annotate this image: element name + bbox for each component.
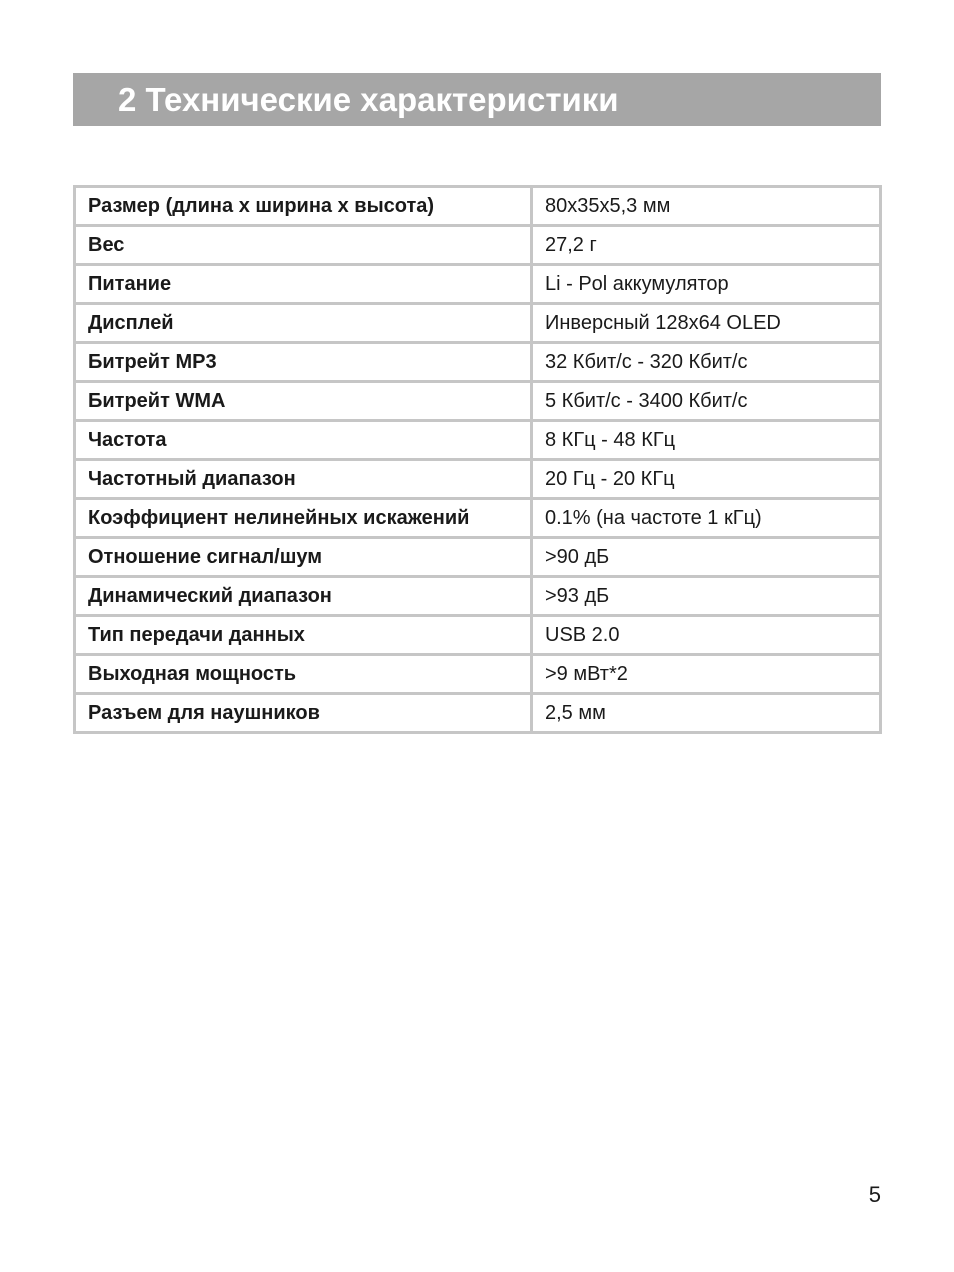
spec-param: Размер (длина х ширина х высота) — [75, 187, 532, 226]
spec-value: Li - Pol аккумулятор — [532, 265, 881, 304]
table-row — [75, 421, 881, 460]
spec-param: Частота — [75, 421, 532, 460]
spec-value: 20 Гц - 20 КГц — [532, 460, 881, 499]
spec-value: USB 2.0 — [532, 616, 881, 655]
spec-param: Вес — [75, 226, 532, 265]
spec-value: 32 Кбит/с - 320 Кбит/с — [532, 343, 881, 382]
spec-param: Коэффициент нелинейных искажений — [75, 499, 532, 538]
table-row — [75, 538, 881, 577]
table-row — [75, 616, 881, 655]
spec-value: Инверсный 128x64 OLED — [532, 304, 881, 343]
table-row — [75, 499, 881, 538]
spec-param: Разъем для наушников — [75, 694, 532, 733]
spec-value: 27,2 г — [532, 226, 881, 265]
table-row — [75, 655, 881, 694]
spec-param: Тип передачи данных — [75, 616, 532, 655]
spec-value: >9 мВт*2 — [532, 655, 881, 694]
spec-param: Динамический диапазон — [75, 577, 532, 616]
spec-value: 0.1% (на частоте 1 кГц) — [532, 499, 881, 538]
table-row — [75, 577, 881, 616]
spec-value: >93 дБ — [532, 577, 881, 616]
spec-value: 80x35x5,3 мм — [532, 187, 881, 226]
spec-value: >90 дБ — [532, 538, 881, 577]
table-row — [75, 382, 881, 421]
section-header — [73, 73, 881, 126]
spec-param: Битрейт WMA — [75, 382, 532, 421]
table-row — [75, 226, 881, 265]
spec-param: Выходная мощность — [75, 655, 532, 694]
spec-param: Частотный диапазон — [75, 460, 532, 499]
spec-value: 5 Кбит/с - 3400 Кбит/с — [532, 382, 881, 421]
spec-value: 2,5 мм — [532, 694, 881, 733]
spec-param: Дисплей — [75, 304, 532, 343]
spec-table — [73, 185, 882, 734]
spec-param: Отношение сигнал/шум — [75, 538, 532, 577]
table-row — [75, 460, 881, 499]
spec-param: Битрейт MP3 — [75, 343, 532, 382]
table-row — [75, 304, 881, 343]
spec-value: 8 КГц - 48 КГц — [532, 421, 881, 460]
section-title: 2 Технические характеристики — [118, 81, 619, 118]
table-row — [75, 187, 881, 226]
spec-param: Питание — [75, 265, 532, 304]
page-number: 5 — [868, 1182, 881, 1207]
table-row — [75, 343, 881, 382]
table-row — [75, 694, 881, 733]
table-row — [75, 265, 881, 304]
